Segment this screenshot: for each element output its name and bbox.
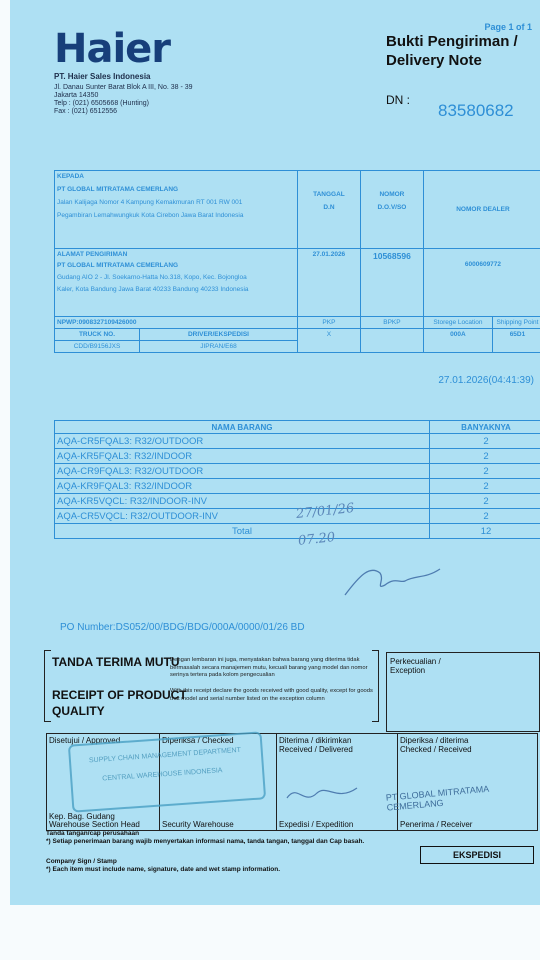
recipient-table [54, 170, 540, 353]
pkp-value: X [297, 329, 360, 353]
item-name: AQA-KR5VQCL: R32/INDOOR-INV [55, 494, 430, 509]
expedition-label: Expedisi / Expedition [279, 820, 354, 829]
driver-label: DRIVER/EKSPEDISI [140, 329, 298, 341]
title-line: Bukti Pengiriman / [386, 33, 518, 50]
nomor-sub: D.O.V/SO [377, 204, 407, 211]
stamp-line: CENTRAL WAREHOUSE INDONESIA [102, 767, 223, 783]
dn-number: 83580682 [438, 101, 514, 120]
footer-line: *) Each item must include name, signature, date and wet stamp information. [46, 866, 281, 873]
handwritten-date: 27/01/26 [295, 500, 356, 523]
footer-notes [46, 830, 364, 874]
item-qty: 2 [430, 434, 540, 449]
item-name: AQA-CR5FQAL3: R32/OUTDOOR [55, 434, 430, 449]
footer-line: *) Setiap penerimaan barang wajib menyertakan informasi nama, tanda tangan, tanggal dan Cap basah. [46, 838, 365, 845]
company-name: PT. Haier Sales Indonesia [54, 72, 151, 81]
item-qty: 2 [430, 479, 540, 494]
total-qty: 12 [430, 524, 540, 539]
ship-address: Kaler, Kota Bandung Jawa Barat 40233 Bandung 40233 Indonesia [57, 286, 249, 293]
title-line: Delivery Note [386, 52, 482, 69]
exception-line: Exception [390, 666, 426, 675]
receiver-label: Diperiksa / diterima [400, 736, 469, 745]
shipping-value: 65D1 [492, 329, 540, 353]
pkp-label: PKP [297, 317, 360, 329]
handwritten-signature [340, 555, 450, 605]
item-qty: 2 [430, 464, 540, 479]
delivery-note-page [10, 0, 540, 905]
dealer-number: 6000609772 [464, 261, 502, 268]
ekspedisi-box: EKSPEDISI [420, 846, 534, 864]
receipt-title [52, 687, 187, 719]
footer-line: Company Sign / Stamp [46, 858, 117, 865]
npwp: NPWP:0908327109426000 [55, 317, 298, 329]
total-label: Total [55, 524, 430, 539]
dn-date: 27.01.2026 [312, 251, 346, 258]
company-address [54, 84, 193, 116]
recipient-name: PT GLOBAL MITRATAMA CEMERLANG [57, 186, 179, 193]
approved-role: Warehouse Section Head [49, 820, 140, 829]
nomor-label: NOMOR [379, 191, 405, 198]
item-name: AQA-KR5FQAL3: R32/INDOOR [55, 449, 430, 464]
page-number: Page 1 of 1 [484, 22, 532, 32]
truck-label: TRUCK NO. [55, 329, 140, 341]
storage-value: 000A [423, 329, 492, 353]
recipient-address: Jalan Kalijaga Nomor 4 Kampung Kemakmuran RT 001 RW 001 [57, 199, 243, 206]
ship-label: ALAMAT PENGIRIMAN [57, 251, 128, 258]
dn-label: DN : [386, 93, 410, 107]
delivered-label-en: Received / Delivered [279, 745, 353, 754]
receipt-title-line: RECEIPT OF PRODUCT [52, 688, 187, 702]
address-line: Telp : (021) 6505668 (Hunting) [54, 100, 149, 107]
tanggal-label: TANGGAL [313, 191, 345, 198]
truck-value: CDD/B9156JXS [55, 341, 140, 353]
driver-value: JIPRAN/E68 [140, 341, 298, 353]
approved-bottom [49, 813, 140, 829]
po-number: PO Number:DS052/00/BDG/BDG/000A/0000/01/26 BD [60, 622, 305, 633]
expedition-signature [282, 778, 362, 808]
address-line: Fax : (021) 6512556 [54, 108, 118, 115]
exception-line: Perkecualian / [390, 657, 441, 666]
receiver-label-en: Checked / Received [400, 745, 472, 754]
receiver-role: Penerima / Receiver [400, 820, 473, 829]
tanggal-sub: D.N [323, 204, 335, 211]
address-line: Jl. Danau Sunter Barat Blok A III, No. 38 - 39 [54, 84, 193, 91]
warehouse-stamp [68, 731, 266, 812]
exception-label [390, 657, 441, 675]
approved-role: Kep. Bag. Gudang [49, 812, 115, 821]
delivered-label: Diterima / dikirimkan [279, 736, 352, 745]
receiver-stamp: PT GLOBAL MITRATAMA CEMERLANG [385, 783, 490, 813]
receipt-title-line: QUALITY [52, 704, 105, 718]
item-name: AQA-CR5VQCL: R32/OUTDOOR-INV [55, 509, 430, 524]
approved-label: Disetujui / Approved [49, 736, 121, 745]
nomor-dealer-label: NOMOR DEALER [456, 206, 510, 213]
receipt-text: With this receipt declare the goods received with good quality, except for goods that model and serial number listed on the exception column [170, 688, 373, 702]
footer-line: Tanda tangan/cap perusahaan [46, 830, 140, 837]
table-row [55, 479, 540, 494]
document-title [386, 32, 518, 70]
recipient-address: Pegambiran Lemahwungkuk Kota Cirebon Jawa Barat Indonesia [57, 212, 244, 219]
handwritten-time: 07.20 [297, 530, 336, 549]
checked-label: Diperiksa / Checked [162, 736, 234, 745]
address-line: Jakarta 14350 [54, 92, 99, 99]
col-qty-header: BANYAKNYA [430, 421, 540, 434]
stamp-line: SUPPLY CHAIN MANAGEMENT DEPARTMENT [88, 746, 242, 765]
item-name: AQA-KR9FQAL3: R32/INDOOR [55, 479, 430, 494]
item-qty: 2 [430, 494, 540, 509]
table-row [55, 449, 540, 464]
kepada-label: KEPADA [57, 173, 84, 180]
item-name: AQA-CR9FQAL3: R32/OUTDOOR [55, 464, 430, 479]
col-name-header: NAMA BARANG [55, 421, 430, 434]
table-row [55, 434, 540, 449]
item-qty: 2 [430, 509, 540, 524]
tanda-terima-title: TANDA TERIMA MUTU [52, 655, 180, 669]
tanda-terima-text: Dengan lembaran ini juga, menyatakan bahwa barang yang diterima tidak bermasalah secara manajemen mutu, kecuali barang yang model dan nomor serinya tertera pada kolom pengecualian [170, 657, 368, 678]
bpkp-label: BPKP [360, 317, 423, 329]
storage-label: Storege Location [423, 317, 492, 329]
ship-name: PT GLOBAL MITRATAMA CEMERLANG [57, 262, 179, 269]
item-qty: 2 [430, 449, 540, 464]
table-row [55, 464, 540, 479]
do-number: 10568596 [373, 251, 411, 261]
print-datetime: 27.01.2026(04:41:39) [438, 375, 534, 386]
security-warehouse-label: Security Warehouse [162, 820, 234, 829]
bracket-left [44, 650, 51, 722]
ship-address: Gudang AIO 2 - Jl. Soekarno-Hatta No.318, Kopo, Kec. Bojongloa [57, 274, 247, 281]
shipping-label: Shipping Point [492, 317, 540, 329]
haier-logo: Haier [54, 26, 171, 72]
